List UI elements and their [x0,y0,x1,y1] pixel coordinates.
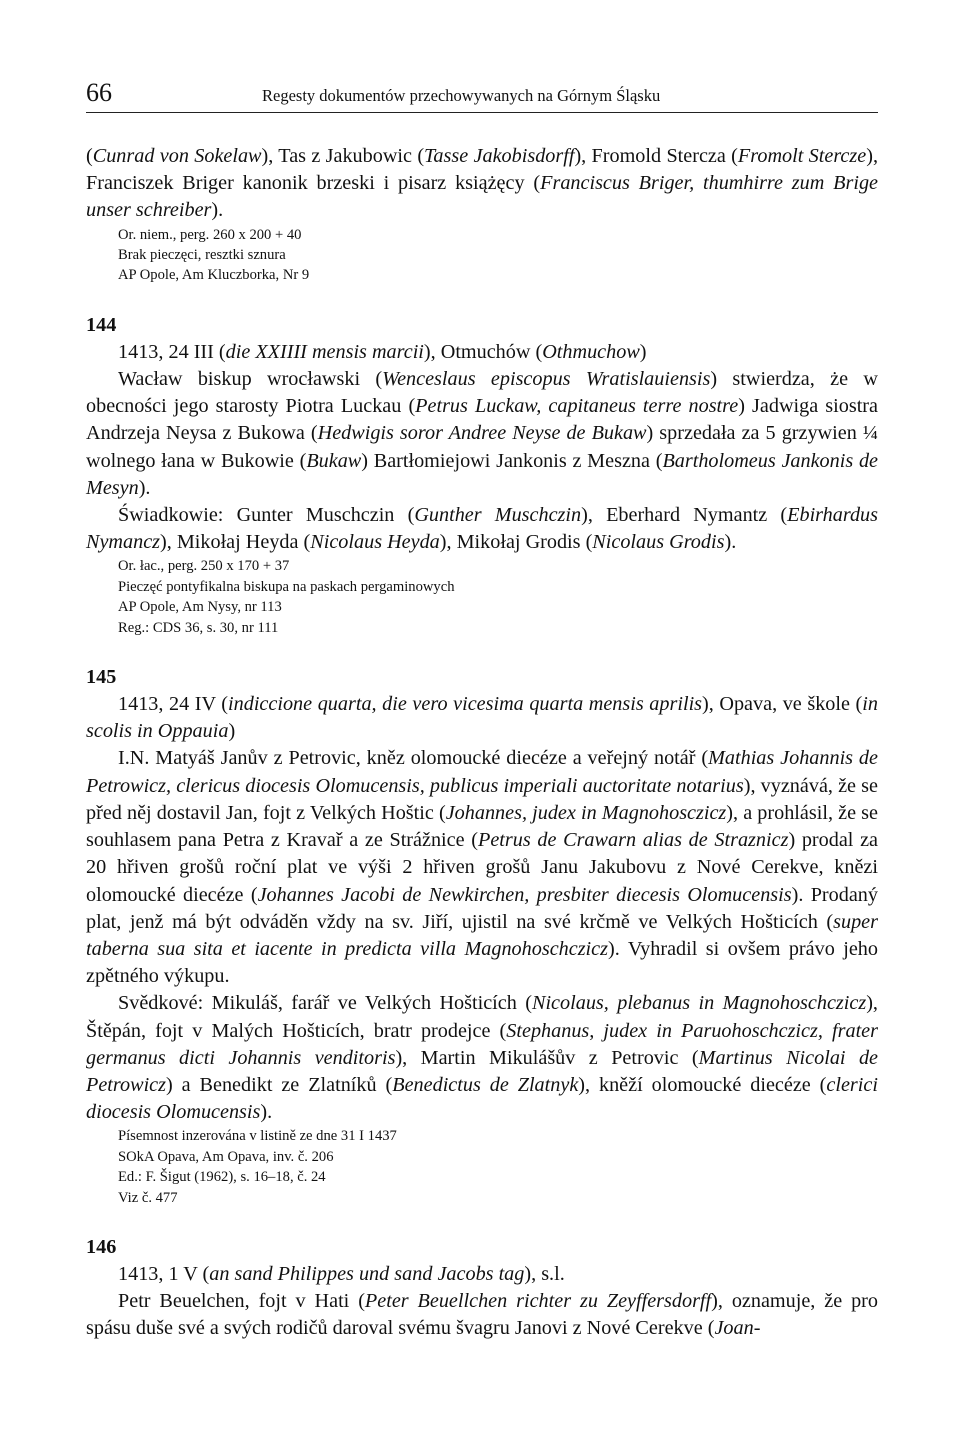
entry-144-note: Or. łac., perg. 250 x 170 + 37 [118,558,290,575]
entry-143-note: Brak pieczęci, resztki sznura [118,247,286,264]
entry-143-note: AP Opole, Am Kluczborka, Nr 9 [118,267,310,284]
entry-143-continuation: (Cunrad von Sokelaw), Tas z Jakubowic (Tasse Jakobisdorff), Fromold Stercza (Fromolt Stercze), Franciszek Briger kanonik brzeski i pisarz książęcy (Franciscus Briger, thumhirre zum Brige unser schreiber). [86,145,879,222]
entry-145-note: Písemnost inzerována v listině ze dne 31 I 1437 [118,1128,397,1145]
page-content [86,143,878,1343]
entry-145-note: SOkA Opava, Am Opava, inv. č. 206 [118,1148,334,1165]
page-number: 66 [86,78,112,107]
entry-144-note: Reg.: CDS 36, s. 30, nr 111 [118,619,279,636]
entry-143-note: Or. niem., perg. 260 x 200 + 40 [118,226,302,243]
entry-145-number: 145 [86,666,117,689]
entry-146-number: 146 [86,1235,117,1258]
entry-145-witnesses: Svědkové: Mikuláš, farář ve Velkých Hošticích (Nicolaus, plebanus in Magnohoschczicz), Štěpán, fojt v Malých Hošticích, bratr prodejce (Stephanus, judex in Paruohoschczicz, frater germanus dicti Johannis venditoris), Martin Mikulášův z Petrovic (Martinus Nicolai de Petrowicz) a Benedikt ze Zlatníků (Benedictus de Zlatnyk), kněží olomoucké diecéze (clerici diocesis Olomucensis). [86,992,879,1124]
entry-145-date: 1413, 24 IV (indiccione quarta, die vero vicesima quarta mensis aprilis), Opava, ve škole (in scolis in Oppauia) [86,693,878,743]
entry-144-witnesses: Świadkowie: Gunter Muschczin (Gunther Muschczin), Eberhard Nymantz (Ebirhardus Nymancz), Mikołaj Heyda (Nicolaus Heyda), Mikołaj Grodis (Nicolaus Grodis). [86,504,879,554]
entry-144-summary: Wacław biskup wrocławski (Wenceslaus episcopus Wratislauiensis) stwierdza, że w obecności jego starosty Piotra Luckau (Petrus Luckaw, capitaneus terre nostre) Jadwiga siostra Andrzeja Neysa z Bukowa (Hedwigis soror Andree Neyse de Bukaw) sprzedała za 5 grzywien ¼ wolnego łana w Bukowie (Bukaw) Bartłomiejowi Jankonis z Meszna (Bartholomeus Jankonis de Mesyn). [86,368,879,499]
entry-145-summary: I.N. Matyáš Janův z Petrovic, kněz olomoucké diecéze a veřejný notář (Mathias Johannis de Petrowicz, clericus diocesis Olomucensis, publicus imperiali auctoritate notarius), vyznává, že se před něj dostavil Jan, fojt z Velkých Hoštic (Johannes, judex in Magnohosczicz), a prohlásil, že se souhlasem pana Petra z Kravař a ze Strážnice (Petrus de Crawarn alias de Straznicz) prodal za 20 hřiven grošů roční plat ve výši 2 hřiven grošů Janu Jakubovu z Nové Cerekve, knězi olomoucké diecéze (Johannes Jacobi de Newkirchen, presbiter diecesis Olomucensis). Prodaný plat, jenž má být odváděn vždy na sv. Jiří, ujistil na své krčmě ve Velkých Hošticích (super taberna sua sita et iacente in predicta villa Magnohoschczicz). Vyhradil si ovšem právo jeho zpětného výkupu. [86,747,879,988]
page [86,76,878,1343]
entry-145-note: Viz č. 477 [118,1189,178,1206]
entry-144-date: 1413, 24 III (die XXIIII mensis marcii), Otmuchów (Othmuchow) [118,340,647,363]
entry-146-summary: Petr Beuelchen, fojt v Hati (Peter Beuellchen richter zu Zeyffersdorff), oznamuje, že pro spásu duše své a svých rodičů daroval svému švagru Janovi z Nové Cerekve (Joan- [86,1290,878,1340]
entry-145-note: Ed.: F. Šigut (1962), s. 16–18, č. 24 [118,1169,326,1186]
entry-144-note: AP Opole, Am Nysy, nr 113 [118,599,282,616]
running-title: Regesty dokumentów przechowywanych na Górnym Śląsku [262,86,661,105]
entry-146-date: 1413, 1 V (an sand Philippes und sand Jacobs tag), s.l. [118,1262,565,1285]
entry-144-number: 144 [86,313,117,336]
entry-144-note: Pieczęć pontyfikalna biskupa na paskach pergaminowych [118,578,455,595]
running-head [86,76,878,113]
